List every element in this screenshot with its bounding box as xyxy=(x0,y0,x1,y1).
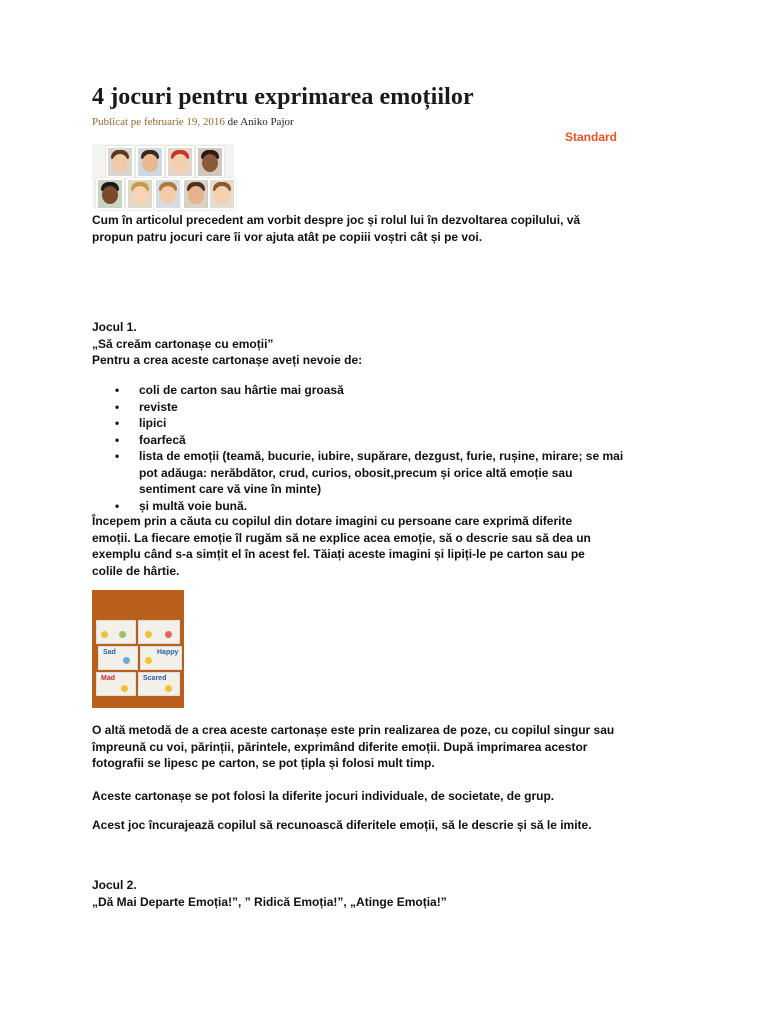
emotion-card xyxy=(96,620,136,644)
game1-paragraph-3: Aceste cartonașe se pot folosi la diferite jocuri individuale, de societate, de grup. xyxy=(92,789,555,803)
list-item-continuation: sentiment care vă vine în minte) xyxy=(139,482,322,496)
paragraph-line: împreună cu voi, părinții, părintele, exprimând diferite emoții. După imprimarea acestor xyxy=(92,739,588,754)
face-photo xyxy=(196,146,224,178)
list-item: • coli de carton sau hârtie mai groasă xyxy=(115,382,695,399)
list-item: • lipici xyxy=(115,415,695,432)
page-title: 4 jocuri pentru exprimarea emoțiilor xyxy=(92,84,474,110)
published-date[interactable]: februarie 19, 2016 xyxy=(143,116,225,128)
children-faces-image xyxy=(92,144,234,208)
face-photo xyxy=(166,146,194,178)
card-label: Scared xyxy=(143,675,167,682)
emotion-card-mad xyxy=(96,672,136,696)
game1-paragraph-1 xyxy=(92,513,692,579)
face-photo xyxy=(182,178,210,210)
emotion-card-scared xyxy=(138,672,180,696)
game1-header xyxy=(92,319,692,369)
list-item: • și multă voie bună. xyxy=(115,498,695,515)
face-photo xyxy=(208,178,236,210)
card-label: Sad xyxy=(103,649,116,656)
card-label: Mad xyxy=(101,675,115,682)
face-photo xyxy=(96,178,124,210)
paragraph-line: Începem prin a căuta cu copilul din dotare imagini cu persoane care exprimă diferite xyxy=(92,514,573,528)
standard-label: Standard xyxy=(565,130,618,144)
game2-subtitle: „Dă Mai Departe Emoția!”, ” Ridică Emoția!”, „Atinge Emoția!” xyxy=(92,894,447,909)
face-photo xyxy=(126,178,154,210)
game2-heading: Jocul 2. xyxy=(92,878,137,892)
game1-need: Pentru a crea aceste cartonașe aveți nevoie de: xyxy=(92,353,363,367)
intro-line: propun patru jocuri care îi vor ajuta atât pe copiii voștri cât și pe voi. xyxy=(92,229,483,244)
materials-list xyxy=(115,382,695,514)
author-prefix: de xyxy=(227,116,239,128)
intro-paragraph xyxy=(92,212,692,245)
intro-line: Cum în articolul precedent am vorbit despre joc și rolul lui în dezvoltarea copilului, vă xyxy=(92,213,581,227)
game2-header xyxy=(92,877,692,910)
post-meta xyxy=(92,116,294,128)
emotion-card-happy xyxy=(140,646,182,670)
paragraph-line: exemplu când s-a simțit el în acest fel. Tăiați aceste imagini și lipiți-le pe carton sau pe xyxy=(92,547,585,561)
card-label: Happy xyxy=(157,649,179,656)
game1-subtitle: „Să creăm cartonașe cu emoții” xyxy=(92,336,274,351)
emotion-card xyxy=(138,620,180,644)
paragraph-line: O altă metodă de a crea aceste cartonașe este prin realizarea de poze, cu copilul singur sau xyxy=(92,723,615,737)
list-item: • foarfecă xyxy=(115,432,695,449)
list-item: • lista de emoții (teamă, bucurie, iubire, supărare, dezgust, furie, rușine, mirare; se mai xyxy=(115,448,695,465)
game1-paragraph-4: Acest joc încurajează copilul să recunoască diferitele emoții, să le descrie și să le imite. xyxy=(92,818,592,832)
game1-heading: Jocul 1. xyxy=(92,320,137,334)
face-photo xyxy=(136,146,164,178)
published-prefix: Publicat pe xyxy=(92,116,142,128)
paragraph-line: emoții. La fiecare emoție îl rugăm să ne explice acea emoție, să o descrie sau să dea un xyxy=(92,530,591,545)
game1-paragraph-2 xyxy=(92,722,692,772)
list-item-continuation: pot adăuga: nerăbdător, crud, curios, obosit,precum și orice altă emoție sau xyxy=(139,465,573,480)
face-photo xyxy=(106,146,134,178)
emotion-card-sad xyxy=(98,646,138,670)
paragraph-line: colile de hârtie. xyxy=(92,563,180,578)
face-photo xyxy=(154,178,182,210)
paragraph-line: fotografii se lipesc pe carton, se pot țipla și folosi mult timp. xyxy=(92,756,435,770)
author-name[interactable]: Aniko Pajor xyxy=(240,116,294,128)
list-item: • reviste xyxy=(115,399,695,416)
emotion-cards-photo xyxy=(92,590,184,708)
